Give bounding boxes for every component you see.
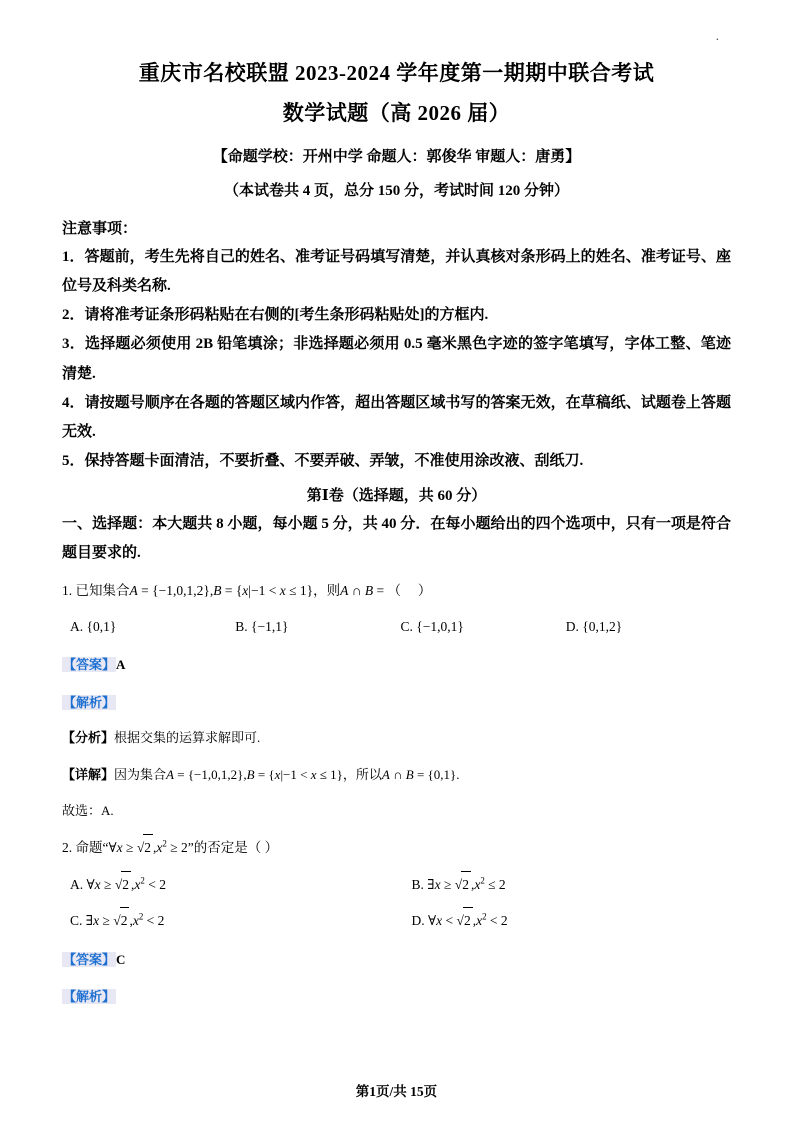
xiangjie-tag: 【详解】 [62, 766, 115, 782]
fenxi-text: 根据交集的运算求解即可. [114, 730, 261, 746]
page-title: 重庆市名校联盟 2023-2024 学年度第一期期中联合考试 [138, 61, 655, 85]
option-c[interactable]: C. ∃x ≥ √2 $,x^2 < 2$ [62, 907, 390, 934]
xiangjie-text-mid: ，所以 [342, 766, 382, 782]
school-credits-line: 【命题学校：开州中学 命题人：郭俊华 审题人：唐勇】 [212, 149, 581, 165]
notice-item: 1．答题前，考生先将自己的姓名、准考证号码填写清楚，并认真核对条形码上的姓名、准考证号、座位号及科类名称. [62, 248, 731, 294]
option-a[interactable]: A. {0,1} [70, 618, 117, 634]
question-options [62, 871, 731, 898]
volume-heading: 第Ⅰ卷（选择题，共 60 分） [306, 487, 487, 504]
corner-mark: . [715, 28, 719, 43]
notice-item: 5．保持答题卡面清洁，不要折叠、不要弄破、弄皱，不准使用涂改液、刮纸刀. [62, 453, 584, 470]
option-d[interactable]: D. ∀x < √2 $,x^2 < 2$ [390, 907, 732, 934]
question-options [62, 907, 731, 934]
page-subtitle: 数学试题（高 2026 届） [282, 100, 511, 125]
question-number: 1. [62, 583, 73, 598]
question-stem: 2. 命题“∀x ≥ √2 $,x^2 \ge 2$”的否定是（ ） [62, 834, 731, 861]
notice-item: 3．选择题必须使用 2B 铅笔填涂；非选择题必须用 0.5 毫米黑色字迹的签字笔填写，字体工整、笔迹清楚. [62, 336, 731, 382]
question-stem-prefix: 命题 [75, 840, 103, 856]
question-stem-suffix: 的否定是（ ） [193, 840, 279, 856]
fenxi-tag: 【分析】 [62, 730, 115, 746]
analysis-label [62, 691, 731, 714]
notice-heading: 注意事项： [62, 221, 138, 237]
question-stem-prefix: 已知集合 [75, 583, 130, 598]
analysis-label [62, 985, 731, 1008]
option-c[interactable]: C. {−1,0,1} [400, 618, 464, 634]
analysis-xiangjie: 【详解】因为集合A = {−1,0,1,2},B = {x|−1 < x ≤ 1}，所以A ∩ B = {0,1}. [62, 766, 460, 782]
analysis-fenxi [62, 726, 731, 751]
notice-item: 2．请将准考证条形码粘贴在右侧的[考生条形码粘贴处]的方框内. [62, 307, 489, 323]
question-options [62, 614, 731, 640]
question-number: 2. [62, 840, 73, 856]
exam-info-line: （本试卷共 4 页，总分 150 分，考试时间 120 分钟） [223, 183, 569, 199]
page-footer: 第1页/共 15页 [355, 1084, 438, 1099]
notice-item: 4．请按题号顺序在各题的答题区域内作答，超出答题区域书写的答案无效，在草稿纸、试题卷上答题无效. [62, 394, 731, 440]
answer-block [62, 948, 731, 971]
analysis-tag: 【解析】 [63, 694, 116, 710]
answer-block [62, 653, 731, 676]
section-heading: 一、选择题：本大题共 8 小题，每小题 5 分，共 40 分．在每小题给出的四个选项中，只有一项是符合题目要求的. [62, 515, 731, 561]
option-d[interactable]: D. {0,1,2} [565, 618, 623, 634]
option-b[interactable]: B. {−1,1} [235, 618, 289, 634]
answer-tag: 【答案】 [63, 657, 116, 673]
option-a[interactable]: A. ∀x ≥ √2 $,x^2 < 2$ [62, 871, 390, 898]
option-b[interactable]: B. ∃x ≥ √2 $,x^2 \le 2$ [390, 871, 732, 898]
conclusion-line: 故选：A. [62, 803, 114, 819]
answer-value: C [116, 952, 126, 968]
answer-tag: 【答案】 [63, 952, 116, 968]
question-stem: 1. 已知集合A = {−1,0,1,2},B = {x|−1 < x ≤ 1}，则A ∩ B = （ ） [62, 583, 432, 598]
answer-value: A [116, 657, 126, 673]
analysis-tag: 【解析】 [63, 989, 116, 1005]
xiangjie-text-pre: 因为集合 [114, 766, 167, 782]
xiangjie-text-end: . [456, 766, 460, 782]
